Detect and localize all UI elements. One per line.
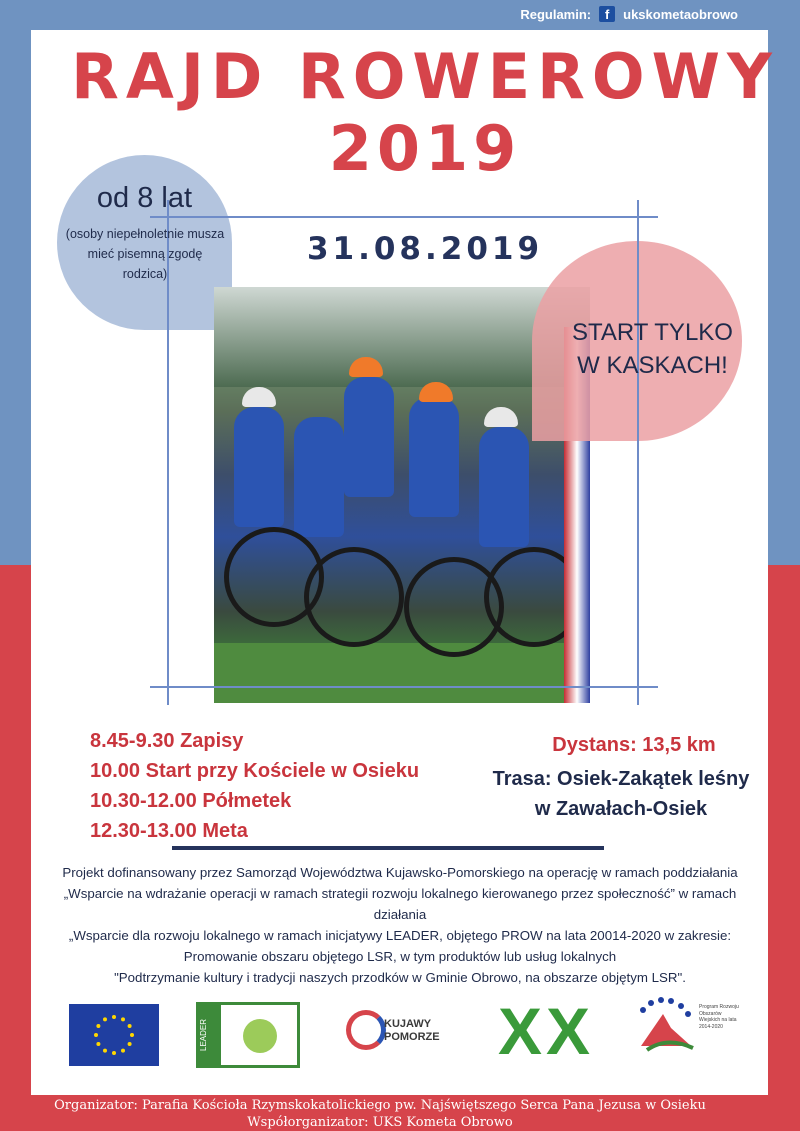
swirl-icon bbox=[346, 1010, 386, 1050]
prow-logo bbox=[631, 992, 741, 1054]
project-line: „Wsparcie dla rozwoju lokalnego w ramach inicjatywy LEADER, objętego PROW na lata 20014-2020 w zakresie: bbox=[68, 928, 732, 943]
frame-line-bottom bbox=[150, 686, 658, 688]
photo-rider bbox=[294, 417, 344, 537]
helmet-notice-line2: W KASKACH! bbox=[577, 352, 728, 379]
section-divider bbox=[172, 846, 604, 850]
route bbox=[476, 764, 766, 824]
photo-rider bbox=[344, 377, 394, 497]
schedule-item: 12.30-13.00 Meta bbox=[90, 820, 248, 842]
leaf-icon bbox=[243, 1019, 277, 1053]
lgd-logo bbox=[494, 994, 600, 1068]
schedule bbox=[90, 726, 419, 846]
project-line: Projekt dofinansowany przez Samorząd Województwa Kujawsko-Pomorskiego na operację w ramach poddziałania bbox=[62, 865, 738, 880]
helmet-notice-line1: START TYLKO bbox=[572, 319, 733, 346]
schedule-item: 8.45-9.30 Zapisy bbox=[90, 730, 244, 752]
helmet-notice bbox=[570, 316, 735, 382]
prow-text: Program Rozwoju Obszarów Wiejskich na lata 2014-2020 bbox=[699, 1004, 739, 1030]
prow-stars-icon bbox=[633, 996, 697, 1052]
photo-wheel bbox=[304, 547, 404, 647]
kujawy-text: KUJAWY bbox=[384, 1018, 432, 1030]
schedule-item: 10.00 Start przy Kościele w Osieku bbox=[90, 760, 420, 782]
photo-helmet bbox=[484, 407, 518, 427]
header-bar bbox=[520, 6, 738, 22]
photo-rider bbox=[479, 427, 529, 547]
age-main: od 8 lat bbox=[96, 182, 193, 214]
route-line1: Trasa: Osiek-Zakątek leśny bbox=[492, 768, 750, 790]
pomorze-text: POMORZE bbox=[384, 1031, 440, 1043]
schedule-item: 10.30-12.00 Półmetek bbox=[90, 790, 292, 812]
leader-label: LEADER bbox=[199, 1005, 221, 1065]
title-line1: RAJD ROWEROWY bbox=[71, 40, 779, 113]
project-info bbox=[36, 862, 764, 988]
coorganizer-line: Współorganizator: UKS Kometa Obrowo bbox=[247, 1115, 513, 1130]
eu-flag-logo bbox=[69, 1004, 159, 1066]
photo-helmet bbox=[242, 387, 276, 407]
regulamin-label: Regulamin: bbox=[520, 6, 592, 22]
age-note: (osoby niepełnoletnie musza mieć pisemną zgodę rodzica) bbox=[65, 227, 225, 281]
distance: Dystans: 13,5 km bbox=[552, 734, 716, 756]
figure-icon: X bbox=[498, 994, 543, 1068]
eu-stars-icon bbox=[93, 1014, 135, 1056]
project-line: „Wsparcie na wdrażanie operacji w ramach strategii rozwoju lokalnego kierowanego przez społeczność” w ramach działania bbox=[63, 886, 737, 922]
organizer-line: Organizator: Parafia Kościoła Rzymskokatolickiego pw. Najświętszego Serca Pana Jezusa w Osieku bbox=[54, 1098, 706, 1113]
facebook-handle[interactable]: ukskometaobrowo bbox=[623, 6, 738, 22]
kujawy-pomorze-logo bbox=[346, 1004, 456, 1060]
figure-icon: X bbox=[546, 994, 591, 1068]
frame-line-top bbox=[150, 216, 658, 218]
frame-line-right bbox=[637, 200, 639, 705]
title-line2: 2019 bbox=[328, 112, 522, 185]
organizers bbox=[0, 1097, 760, 1131]
project-line: "Podtrzymanie kultury i tradycji naszych przodków w Gminie Obrowo, na obszarze objętym LSR". bbox=[114, 970, 686, 985]
photo-rider bbox=[234, 407, 284, 527]
event-date: 31.08.2019 bbox=[306, 231, 544, 267]
route-line2: w Zawałach-Osiek bbox=[534, 798, 708, 820]
photo-grass bbox=[214, 643, 590, 703]
leader-logo bbox=[196, 1002, 300, 1068]
project-line: Promowanie obszaru objętego LSR, w tym produktów lub usług lokalnych bbox=[183, 949, 617, 964]
photo-rider bbox=[409, 397, 459, 517]
facebook-icon[interactable]: f bbox=[599, 6, 615, 22]
